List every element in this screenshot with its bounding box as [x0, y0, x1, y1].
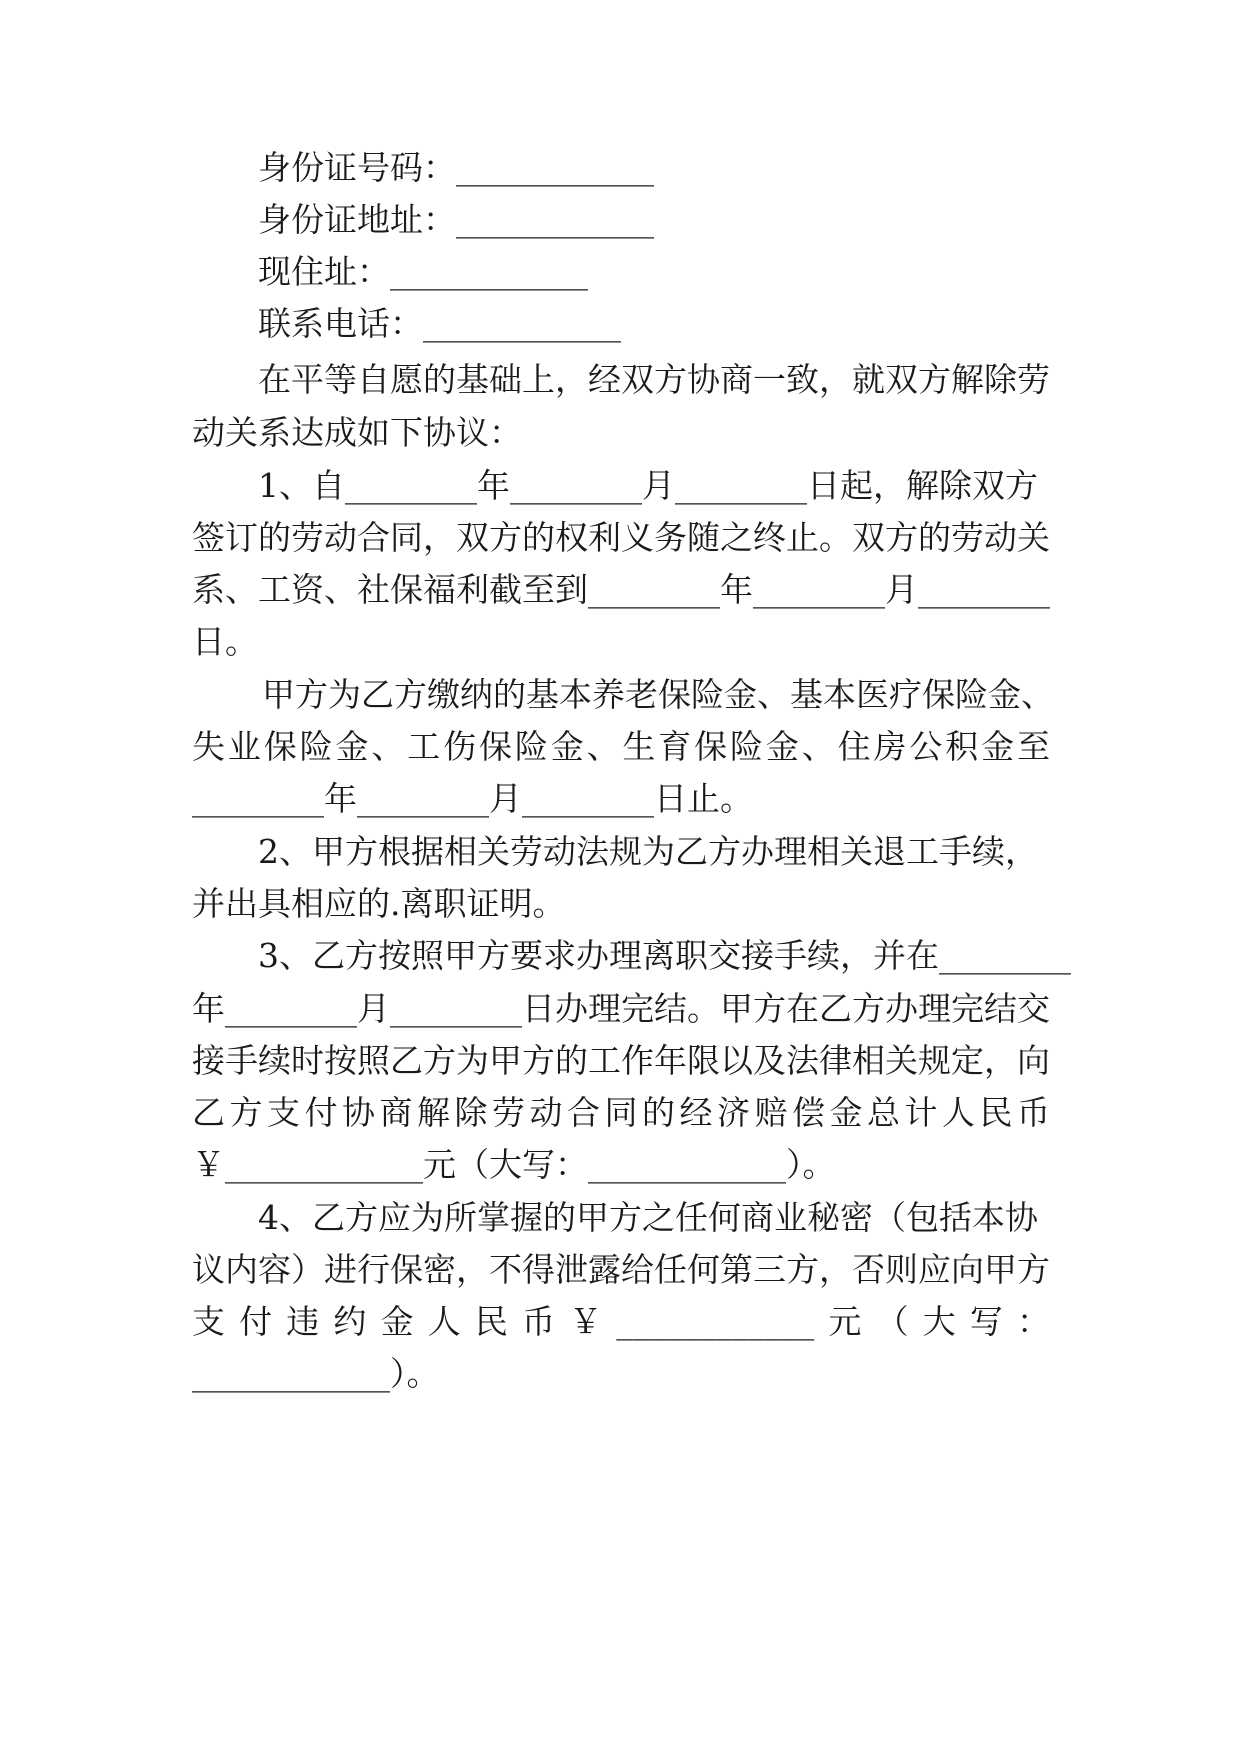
- clause-3-line: 年________月________日办理完结。甲方在乙方办理完结交: [192, 989, 1050, 1028]
- clause-4-line: 4、乙方应为所掌握的甲方之任何商业秘密（包括本协: [258, 1198, 1038, 1237]
- clause-3-line: 3、乙方按照甲方要求办理离职交接手续，并在________: [258, 936, 1071, 975]
- insurance-paragraph-line: 失业保险金、工伤保险金、生育保险金、住房公积金至: [192, 727, 1050, 766]
- clause-3-line: ￥____________元（大写：____________）。: [192, 1145, 836, 1184]
- clause-1-line: 签订的劳动合同，双方的权利义务随之终止。双方的劳动关: [192, 518, 1050, 557]
- clause-1-line: 日。: [192, 622, 258, 661]
- intro-paragraph-line: 在平等自愿的基础上，经双方协商一致，就双方解除劳: [258, 360, 1050, 399]
- clause-4-line: ____________）。: [192, 1354, 440, 1393]
- clause-4-line: 支付违约金人民币￥____________元（大写：: [192, 1302, 1050, 1341]
- phone-line: 联系电话：____________: [258, 304, 621, 343]
- id-number-line: 身份证号码：____________: [258, 148, 654, 187]
- clause-3-line: 接手续时按照乙方为甲方的工作年限以及法律相关规定，向: [192, 1041, 1050, 1080]
- current-address-line: 现住址：____________: [258, 252, 588, 291]
- intro-paragraph-line: 动关系达成如下协议：: [192, 413, 522, 452]
- insurance-paragraph-line: ________年________月________日止。: [192, 779, 753, 818]
- clause-4-line: 议内容）进行保密，不得泄露给任何第三方，否则应向甲方: [192, 1250, 1050, 1289]
- id-address-line: 身份证地址：____________: [258, 200, 654, 239]
- insurance-paragraph-line: 甲方为乙方缴纳的基本养老保险金、基本医疗保险金、: [262, 675, 1054, 714]
- clause-3-line: 乙方支付协商解除劳动合同的经济赔偿金总计人民币: [192, 1093, 1050, 1132]
- clause-2-line: 并出具相应的.离职证明。: [192, 884, 566, 923]
- clause-1-line: 系、工资、社保福利截至到________年________月________: [192, 570, 1050, 609]
- clause-2-line: 2、甲方根据相关劳动法规为乙方办理相关退工手续，: [258, 832, 1038, 871]
- clause-1-line: 1、自________年________月________日起，解除双方: [258, 466, 1038, 505]
